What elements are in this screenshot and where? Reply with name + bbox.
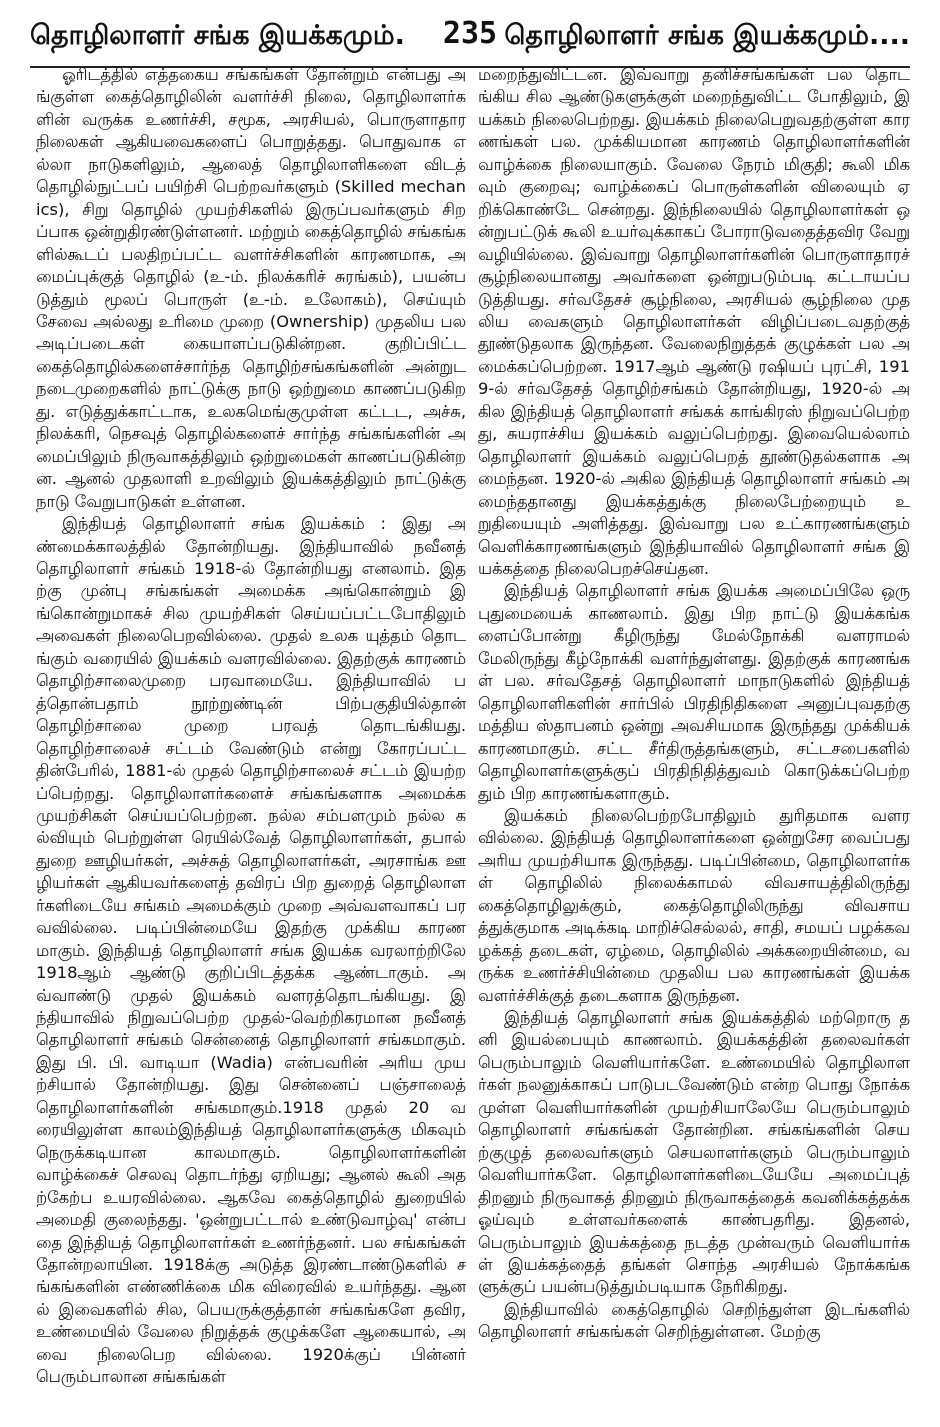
paragraph: இந்தியத் தொழிலாளர் சங்க இயக்க அமைப்பிலே ஒரு புதுமையைக் காணலாம். இது பிற நாட்டு இயக்கங்களைப்போன்று கீழிருந்து மேல்நோக்கி வளராமல் மேலிருந்து கீழ்நோக்கி வளர்ந்துள்ளது. இதற்குக் காரணங்கள் பல. சர்வதேசத் தொழிலாளர் மாநாடுகளில் இந்தியத் தொழிலாளிகளின் சார்பில் பிரதிநிதிகளை அனுப்புவதற்கு மத்திய ஸ்தாபனம் ஒன்று அவசியமாக இருந்தது முக்கியக் காரணமாகும். சட்ட சீர்திருத்தங்களும், சட்டசபைகளில் தொழிலாளர்களுக்குப் பிரதிநிதித்துவம் கொடுக்கப்பெற்றதும் பிற காரணங்களாகும். xyxy=(478,581,910,803)
paragraph: இந்தியத் தொழிலாளர் சங்க இயக்கத்தில் மற்றொரு தனி இயல்பையும் காணலாம். இயக்கத்தின் தலைவர்கள் பெரும்பாலும் வெளியார்களே. உண்மையில் தொழிலாளர்கள் நலனுக்காகப் பாடுபடவேண்டும் என்ற பொது நோக்கமுள்ள வெளியார்களின் முயற்சியாலேயே பெரும்பாலும் தொழிலாளர் சங்கங்கள் தோன்றின. சங்கங்களின் செயற்குழுத் தலைவர்களும் செயலாளர்களும் பெரும்பாலும் வெளியார்களே. தொழிலாளர்களிடையேயே அமைப்புத் திறனும் நிருவாகத் திறனும் நிருவாகத்தைக் கவனிக்கத்தக்க ஓய்வும் உள்ளவர்களைக் காண்பதரிது. இதனல், பெரும்பாலும் இயக்கத்தை நடத்த முன்வரும் வெளியார்கள் இயக்கத்தைத் தங்கள் சொந்த அரசியல் நோக்கங்களுக்குப் பயன்படுத்தும்படியாக நேரிகிறது. xyxy=(478,1008,910,1297)
paragraph: மறைந்துவிட்டன. இவ்வாறு தனிச்சங்கங்கள் பல தொடங்கிய சில ஆண்டுகளுக்குள் மறைந்துவிட்ட போதிலும், இயக்கம் நிலைபெற்றது. இயக்கம் நிலைபெறுவதற்குள்ள காரணங்கள் பல. முக்கியமான காரணம் தொழிலாளர்களின் வாழ்க்கை நிலையாகும். வேலை நேரம் மிகுதி; கூலி மிகவும் குறைவு; வாழ்க்கைப் பொருள்களின் விலையும் ஏறிக்கொண்டே சென்றது. இந்நிலையில் தொழிலாளர்கள் ஒன்றுபட்டுக் கூலி உயர்வுக்காகப் போராடுவதைத்தவிர வேறு வழியில்லை. இவ்வாறு தொழிலாளர்களின் பொருளாதாரச் சூழ்நிலையானது அவர்களை ஒன்றுபடும்படி கட்டாயப்படுத்தியது. சர்வதேசச் சூழ்நிலை, அரசியல் சூழ்நிலை முதலிய வைகளும் தொழிலாளர்கள் விழிப்படைவதற்குத் தூண்டுதலாக இருந்தன. வேலைநிறுத்தக் குழுக்கள் பல அமைக்கப்பெற்றன. 1917ஆம் ஆண்டு ரஷியப் புரட்சி, 1919-ல் சர்வதேசத் தொழிற்சங்கம் தோன்றியது, 1920-ல் அகில இந்தியத் தொழிலாளர் சங்கக் காங்கிரஸ் நிறுவப்பெற்றது, சுயராச்சிய இயக்கம் வலுப்பெற்றது. இவையெல்லாம் தொழிலாளர் இயக்கம் வலுப்பெறத் தூண்டுதல்களாக அமைந்தன. 1920-ல் அகில இந்தியத் தொழிலாளர் சங்கம் அமைந்ததானது இயக்கத்துக்கு நிலைபேற்றையும் உறுதியையும் அளித்தது. இவ்வாறு பல உட்காரணங்களும் வெளிக்காரணங்களும் இந்தியாவில் தொழிலாளர் சங்க இயக்கத்தை நிலைபெறச்செய்தன. xyxy=(478,65,910,578)
paragraph: ஓரிடத்தில் எத்தகைய சங்கங்கள் தோன்றும் என்பது அங்குள்ள கைத்தொழிலின் வளர்ச்சி நிலை, தொழிலாளர்களின் வருக்க உணர்ச்சி, சமூக, அரசியல், பொருளாதார நிலைகள் ஆகியவைகளைப் பொறுத்தது. பொதுவாக எல்லா நாடுகளிலும், ஆலைத் தொழிலாளிகளை விடத் தொழில்நுட்பப் பயிற்சி பெற்றவர்களும் (Skilled mechanics), சிறு தொழில் முயற்சிகளில் இருப்பவர்களும் சிறப்பாக ஒன்றுதிரண்டுள்ளனர். மற்றும் கைத்தொழில் சங்கங்களில்கூடப் பலதிறப்பட்ட வளர்ச்சிகளின் காரணமாக, அமைப்புக்குத் தொழில் (உ-ம். நிலக்கரிச் சுரங்கம்), பயன்படுத்தும் மூலப் பொருள் (உ-ம். உலோகம்), செய்யும் சேவை அல்லது உரிமை முறை (Ownership) முதலிய பல அடிப்படைகள் கையாளப்படுகின்றன. குறிப்பிட்ட கைத்தொழில்களைச்சார்ந்த தொழிற்சங்கங்களின் அன்றுட நடைமுறைகளில் நாட்டுக்கு நாடு ஒற்றுமை காணப்படுகிறது. எடுத்துக்காட்டாக, உலகமெங்குமுள்ள கட்டட, அச்சு, நிலக்கரி, நெசவுத் தொழில்களைச் சார்ந்த சங்கங்களின் அமைப்பிலும் நிருவாகத்திலும் ஒற்றுமைகள் காணப்படுகின்றன. ஆனல் முதலாளி உறவிலும் இயக்கத்திலும் நாட்டுக்கு நாடு வேறுபாடுகள் உள்ளன. xyxy=(36,65,466,511)
page-number: 235 xyxy=(442,16,498,51)
running-title-right: தொழிலாளர் சங்க இயக்கமும்.... xyxy=(504,20,910,51)
left-column xyxy=(36,64,466,1419)
paragraph: இந்தியாவில் கைத்தொழில் செறிந்துள்ள இடங்களில் தொழிலாளர் சங்கங்கள் செறிந்துள்ளன. மேற்கு xyxy=(478,1299,910,1342)
paragraph: இந்தியத் தொழிலாளர் சங்க இயக்கம் : இது அண்மைக்காலத்தில் தோன்றியது. இந்தியாவில் நவீனத் தொழிலாளர் சங்கம் 1918-ல் தோன்றியது எனலாம். இதற்கு முன்பு சங்கங்கள் அமைக்க அங்கொன்றும் இங்கொன்றுமாகச் சில முயற்சிகள் செய்யப்பட்டபோதிலும் அவைகள் நிலைபெறவில்லை. முதல் உலக யுத்தம் தொடங்கும் வரையில் இயக்கம் வளரவில்லை. இதற்குக் காரணம் தொழிற்சாலைமுறை பரவாமையே. இந்தியாவில் பத்தொன்பதாம் நூற்றுண்டின் பிற்பகுதியில்தான் தொழிற்சாலை முறை பரவத் தொடங்கியது. தொழிற்சாலைச் சட்டம் வேண்டும் என்று கோரப்பட்டதின்பேரில், 1881-ல் முதல் தொழிற்சாலைச் சட்டம் இயற்றப்பெற்றது. தொழிலாளர்களைச் சங்கங்களாக அமைக்க முயற்சிகள் செய்யப்பெற்றன. நல்ல சம்பளமும் நல்ல கல்வியும் பெற்றுள்ள ரெயில்வேத் தொழிலாளர்கள், தபால் துறை ஊழியர்கள், அச்சுத் தொழிலாளர்கள், அரசாங்க ஊழியர்கள் ஆகியவர்களைத் தவிரப் பிற துறைத் தொழிலாளர்களிடையே சங்கம் அமைக்கும் முறை அவ்வளவாகப் பரவவில்லை. படிப்பின்மையே இதற்கு முக்கிய காரணமாகும். இந்தியத் தொழிலாளர் சங்க இயக்க வரலாற்றிலே 1918ஆம் ஆண்டு குறிப்பிடத்தக்க ஆண்டாகும். அவ்வாண்டு முதல் இயக்கம் வளரத்தொடங்கியது. இந்தியாவில் நிறுவப்பெற்ற முதல்-வெற்றிகரமான நவீனத் தொழிலாளர் சங்கம் சென்னைத் தொழிலாளர் சங்கமாகும். இது பி. பி. வாடியா (Wadia) என்பவரின் அரிய முயற்சியால் தோன்றியது. இது சென்னைப் பஞ்சாலைத் தொழிலாளர்களின் சங்கமாகும்.1918 முதல் 20 வரையிலுள்ள காலம்இந்தியத் தொழிலாளர்களுக்கு மிகவும் நெருக்கடியான காலமாகும். தொழிலாளர்களின் வாழ்க்கைச் செலவு தொடர்ந்து ஏறியது; ஆனல் கூலி அதற்கேற்ப உயரவில்லை. ஆகவே கைத்தொழில் துறையில் அமைதி குலைந்தது. 'ஒன்றுபட்டால் உண்டுவாழ்வு' என்பதை இந்தியத் தொழிலாளர்கள் உணர்ந்தனர். பல சங்கங்கள் தோன்றலாயின. 1918க்கு அடுத்த இரண்டாண்டுகளில் சங்கங்களின் எண்ணிக்கை மிக விரைவில் உயர்ந்தது. ஆனல் இவைகளில் சில, பெயருக்குத்தான் சங்கங்களே தவிர, உண்மையில் வேலை நிறுத்தக் குழுக்களே ஆகையால், அவை நிலைபெற வில்லை. 1920க்குப் பின்னர் பெரும்பாலான சங்கங்கள் xyxy=(36,514,466,1387)
running-title-left: தொழிலாளர் சங்க இயக்கமும். xyxy=(30,20,405,51)
right-column xyxy=(478,64,910,1419)
paragraph: இயக்கம் நிலைபெற்றபோதிலும் துரிதமாக வளரவில்லை. இந்தியத் தொழிலாளர்களை ஒன்றுசேர வைப்பது அரிய முயற்சியாக இருந்தது. படிப்பின்மை, தொழிலாளர்கள் தொழிலில் நிலைக்காமல் விவசாயத்திலிருந்து கைத்தொழிலுக்கும், கைத்தொழிலிருந்து விவசாயத்துக்குமாக அடிக்கடி மாறிச்செல்லல், சாதி, சமயப் பழக்கவழக்கத் தடைகள், ஏழ்மை, தொழிலில் அக்கறையின்மை, வருக்க உணர்ச்சியின்மை முதலிய பல காரணங்கள் இயக்க வளர்ச்சிக்குத் தடைகளாக இருந்தன. xyxy=(478,805,910,1005)
page-header xyxy=(30,14,910,68)
